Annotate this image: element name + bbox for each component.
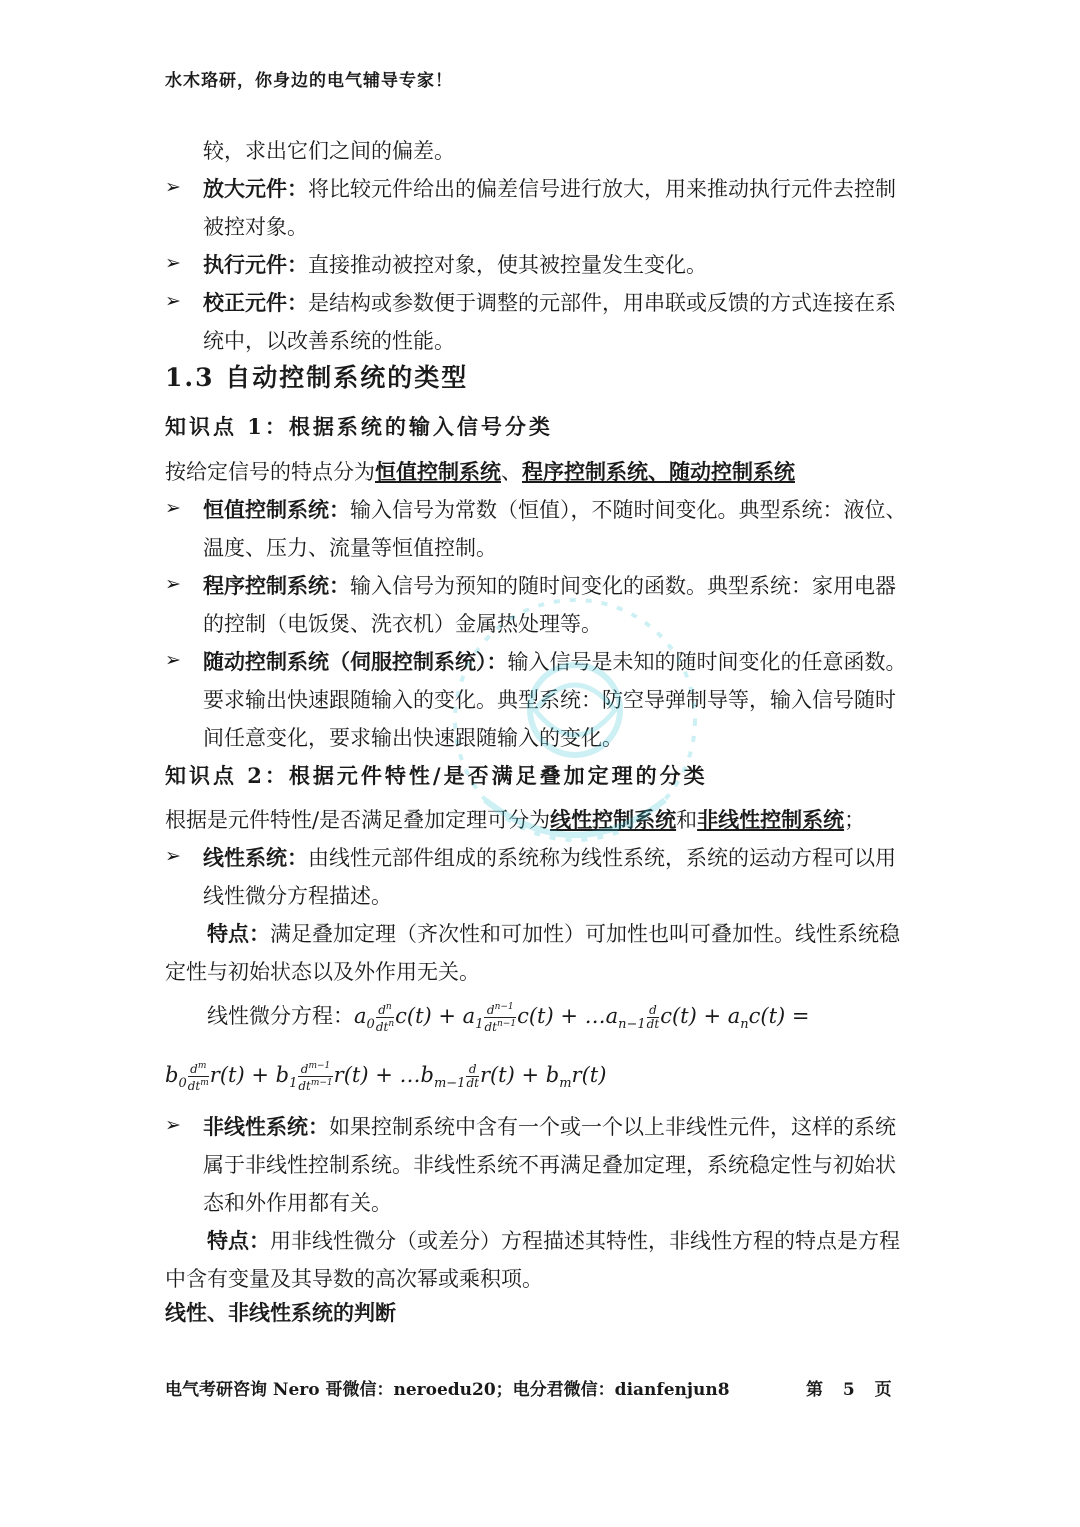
paragraph-line: 温度、压力、流量等恒值控制。	[203, 536, 497, 560]
arrow-bullet-icon: ➢	[165, 497, 181, 519]
term-text: 直接推动被控对象，使其被控量发生变化。	[308, 253, 707, 277]
separator: 、	[501, 460, 522, 484]
list-item	[203, 1111, 896, 1141]
term-text: 如果控制系统中含有一个或一个以上非线性元件，这样的系统	[329, 1115, 896, 1139]
paragraph-line: 较，求出它们之间的偏差。	[203, 139, 455, 163]
term-text: 由线性元部件组成的系统称为线性系统，系统的运动方程可以用	[308, 846, 896, 870]
subsection-heading: 知识点 2：根据元件特性/是否满足叠加定理的分类	[165, 763, 708, 788]
underlined-term: 非线性控制系统	[697, 807, 845, 832]
feature-label: 特点：	[207, 1228, 270, 1253]
term-label: 非线性系统：	[203, 1114, 329, 1139]
term-label: 恒值控制系统：	[203, 497, 350, 522]
arrow-bullet-icon: ➢	[165, 290, 181, 312]
term-label: 随动控制系统（伺服控制系统）：	[203, 649, 508, 674]
paragraph-line: 定性与初始状态以及外作用无关。	[165, 960, 480, 984]
underlined-term: 程序控制系统、随动控制系统	[522, 459, 795, 484]
term-label: 放大元件：	[203, 176, 308, 201]
conjunction: 和	[676, 808, 698, 832]
section-heading: 1.3 自动控制系统的类型	[165, 363, 469, 392]
underlined-term: 线性控制系统	[550, 807, 677, 832]
paragraph-line: 被控对象。	[203, 215, 308, 239]
list-item	[203, 173, 896, 203]
term-text: 输入信号为常数（恒值），不随时间变化。典型系统：液位、	[350, 498, 907, 522]
intro-text: 按给定信号的特点分为	[165, 460, 375, 484]
intro-text: 根据是元件特性/是否满足叠加定理可分为	[165, 808, 551, 832]
feature-label: 特点：	[207, 921, 270, 946]
term-text: 输入信号为预知的随时间变化的函数。典型系统：家用电器	[350, 574, 896, 598]
list-item	[203, 249, 707, 279]
subsection-heading: 知识点 1：根据系统的输入信号分类	[165, 414, 553, 439]
page-footer: 电气考研咨询 Nero 哥微信：neroedu20；电分君微信：dianfenjun8	[165, 1380, 730, 1400]
equation-line-2	[165, 1060, 606, 1093]
term-text: 输入信号是未知的随时间变化的任意函数。	[507, 650, 907, 674]
paragraph-line: 统中，以改善系统的性能。	[203, 329, 455, 353]
term-label: 校正元件：	[203, 290, 308, 315]
paragraph-line: 中含有变量及其导数的高次幂或乘积项。	[165, 1267, 543, 1291]
equation-rhs: $b_0$ $\frac{d^m}{dt^m}$ $r(t) + b_1$ $\frac{d^{m-1}}{dt^{m-1}}$ $r(t) + \dots b_{m-1}$ $\frac{d}{dt}$ $r(t) + b_mr(t)$	[165, 1061, 607, 1093]
paragraph-line	[207, 918, 900, 948]
page-header: 水木珞研，你身边的电气辅导专家！	[165, 71, 453, 91]
underlined-term: 恒值控制系统	[375, 459, 501, 484]
paragraph-line: 要求输出快速跟随输入的变化。典型系统：防空导弹制导等，输入信号随时	[203, 688, 896, 712]
arrow-bullet-icon: ➢	[165, 845, 181, 867]
paragraph-line: 线性微分方程描述。	[203, 884, 392, 908]
topic-heading: 线性、非线性系统的判断	[165, 1300, 396, 1325]
arrow-bullet-icon: ➢	[165, 176, 181, 198]
paragraph-line: 间任意变化，要求输出快速跟随输入的变化。	[203, 726, 623, 750]
term-text: 是结构或参数便于调整的元部件，用串联或反馈的方式连接在系	[308, 291, 896, 315]
equation-label: 线性微分方程：	[207, 1004, 354, 1028]
arrow-bullet-icon: ➢	[165, 649, 181, 671]
watermark-logo	[425, 570, 725, 870]
paragraph-line: 的控制（电饭煲、洗衣机）金属热处理等。	[203, 612, 602, 636]
term-label: 执行元件：	[203, 252, 308, 277]
feature-text: 用非线性微分（或差分）方程描述其特性，非线性方程的特点是方程	[270, 1229, 900, 1253]
list-item	[203, 287, 896, 317]
paragraph-line	[207, 1225, 900, 1255]
term-label: 程序控制系统：	[203, 573, 350, 598]
arrow-bullet-icon: ➢	[165, 573, 181, 595]
arrow-bullet-icon: ➢	[165, 252, 181, 274]
term-text: 将比较元件给出的偏差信号进行放大，用来推动执行元件去控制	[308, 177, 896, 201]
feature-text: 满足叠加定理（齐次性和可加性）可加性也叫可叠加性。线性系统稳	[270, 922, 900, 946]
equation-lhs: $a_0$ $\frac{d^n}{dt^n}$ $c(t) + a_1$ $\frac{d^{n-1}}{dt^{n-1}}$ $c(t) + \dots a_{n-1}$ $\frac{d}{dt}$ $c(t) + a_nc(t)$ =	[354, 1002, 810, 1034]
equation-line-1	[207, 1000, 809, 1034]
paragraph-line	[165, 456, 795, 486]
paragraph-line: 属于非线性控制系统。非线性系统不再满足叠加定理，系统稳定性与初始状	[203, 1153, 896, 1177]
term-label: 线性系统：	[203, 845, 308, 870]
page-number: 第 5 页	[806, 1380, 892, 1400]
list-item	[203, 494, 907, 524]
arrow-bullet-icon: ➢	[165, 1114, 181, 1136]
punctuation: ；	[844, 808, 866, 832]
paragraph-line: 态和外作用都有关。	[203, 1191, 392, 1215]
